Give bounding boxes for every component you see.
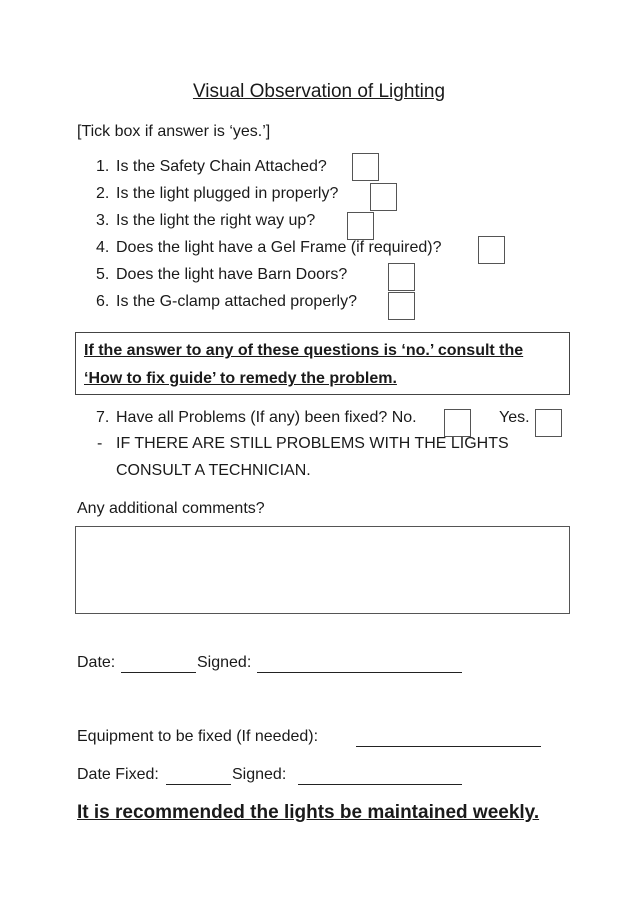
question-6-checkbox[interactable]	[388, 292, 415, 320]
page-title: Visual Observation of Lighting	[192, 81, 446, 102]
question-5-checkbox[interactable]	[388, 263, 415, 291]
question-5-text: Does the light have Barn Doors?	[116, 266, 348, 283]
question-6-number: 6.	[96, 293, 110, 310]
question-6-text: Is the G-clamp attached properly?	[116, 293, 358, 310]
note-line-2: ‘How to fix guide’ to remedy the problem.	[84, 370, 397, 387]
question-7-no-checkbox[interactable]	[444, 409, 471, 437]
question-3-number: 3.	[96, 212, 110, 229]
note-line-1: If the answer to any of these questions is ‘no.’ consult the	[84, 342, 524, 359]
signed-2-label: Signed:	[232, 766, 287, 783]
question-5-number: 5.	[96, 266, 110, 283]
date-fixed-field[interactable]	[166, 784, 231, 785]
signed-2-field[interactable]	[298, 784, 462, 785]
question-4-number: 4.	[96, 239, 110, 256]
question-3-text: Is the light the right way up?	[116, 212, 316, 229]
equipment-label: Equipment to be fixed (If needed):	[77, 728, 319, 745]
date-fixed-label: Date Fixed:	[77, 766, 159, 783]
question-3-checkbox[interactable]	[347, 212, 374, 240]
instruction-text: [Tick box if answer is ‘yes.’]	[77, 123, 271, 140]
comments-field[interactable]	[75, 526, 570, 614]
comments-label: Any additional comments?	[77, 500, 265, 517]
date-field[interactable]	[121, 672, 196, 673]
question-1-text: Is the Safety Chain Attached?	[116, 158, 327, 175]
question-7-yes-checkbox[interactable]	[535, 409, 562, 437]
warning-line-2: CONSULT A TECHNICIAN.	[116, 462, 311, 479]
question-1-number: 1.	[96, 158, 110, 175]
question-4-checkbox[interactable]	[478, 236, 505, 264]
question-7-text: Have all Problems (If any) been fixed? No.	[116, 409, 417, 426]
equipment-field[interactable]	[356, 746, 541, 747]
signed-label: Signed:	[197, 654, 252, 671]
question-7-number: 7.	[96, 409, 110, 426]
warning-line-1: IF THERE ARE STILL PROBLEMS WITH THE LIGHTS	[116, 435, 509, 452]
note-box	[75, 332, 570, 395]
warning-bullet: -	[97, 435, 103, 452]
date-label: Date:	[77, 654, 116, 671]
question-2-text: Is the light plugged in properly?	[116, 185, 339, 202]
signed-field[interactable]	[257, 672, 462, 673]
recommendation-text: It is recommended the lights be maintained weekly.	[77, 802, 540, 823]
question-7-yes-label: Yes.	[499, 409, 530, 426]
question-4-text: Does the light have a Gel Frame (if required)?	[116, 239, 442, 256]
question-2-number: 2.	[96, 185, 110, 202]
question-1-checkbox[interactable]	[352, 153, 379, 181]
question-2-checkbox[interactable]	[370, 183, 397, 211]
